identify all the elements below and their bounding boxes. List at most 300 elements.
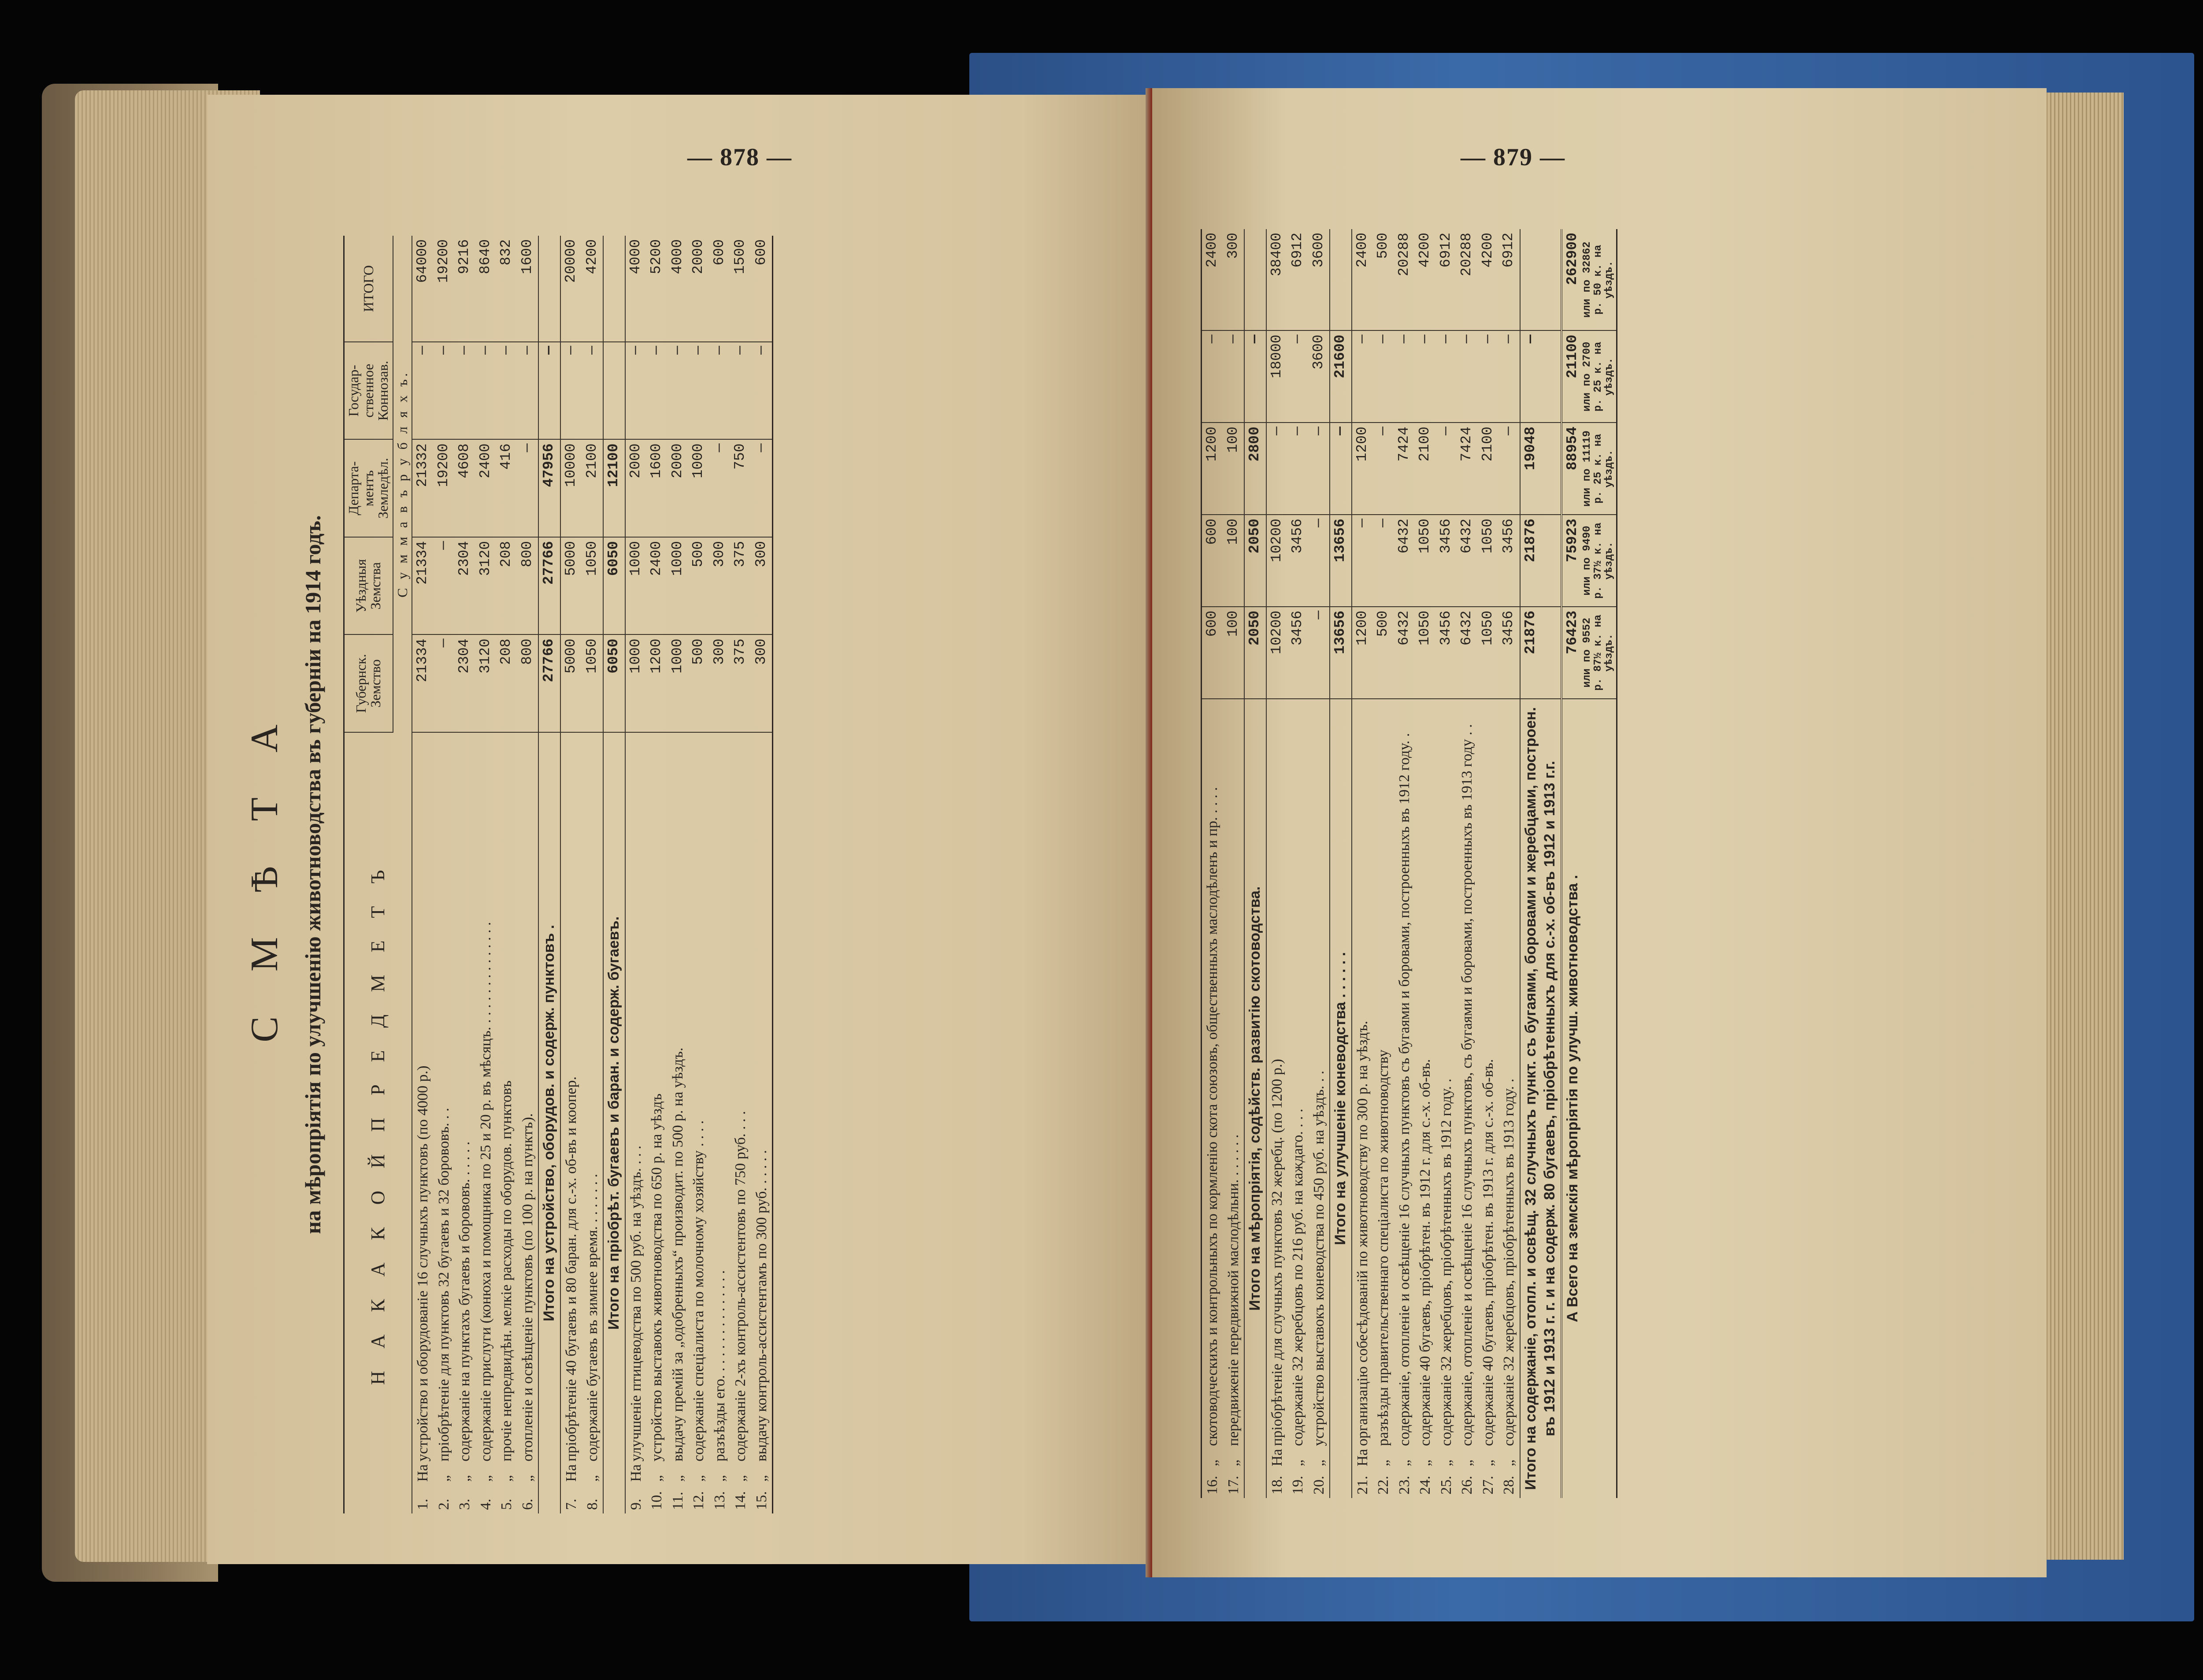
row-number: 15. <box>753 1491 770 1510</box>
cell-konn: — <box>454 342 475 439</box>
grand-total-dept <box>1561 423 1616 515</box>
row-text: пріобрѣтеніе для пунктовъ 32 бугаевъ и 32 борововъ. . . <box>435 1108 452 1461</box>
row-prefix: „ <box>1480 1459 1496 1466</box>
cell-dept: — <box>751 439 772 537</box>
row-text: выдачу премій за „одобренныхъ“ производит. по 500 р. на уѣздъ. <box>669 1047 686 1461</box>
cell-gub: 6050 <box>603 634 625 732</box>
cell-uezd: 2400 <box>646 537 668 634</box>
cell-konn: — <box>434 342 455 439</box>
per-uezd-note: или по 9490 р. 37½ к. на уѣздъ. <box>1581 523 1616 599</box>
row-description <box>1266 699 1288 1498</box>
row-text: организацію собесѣдованій по животноводству по 300 р. на уѣздъ. <box>1354 1020 1371 1446</box>
row-description <box>517 732 539 1513</box>
cell-gub: 3456 <box>1498 607 1520 699</box>
row-number: 27. <box>1480 1476 1496 1495</box>
row-description <box>1223 699 1245 1498</box>
table-row <box>1309 229 1330 1498</box>
cell-gub: 500 <box>1373 607 1394 699</box>
cell-konn: — <box>625 342 647 439</box>
row-text: разъѣзды его. . . . . . . . . . . . . . . <box>711 1270 728 1461</box>
cell-gub: 375 <box>730 634 751 732</box>
cell-itogo: 20000 <box>560 236 582 342</box>
row-number: 2. <box>435 1498 452 1510</box>
table-row <box>1352 229 1373 1498</box>
cell-konn: — <box>1457 330 1478 423</box>
table-row <box>412 236 434 1513</box>
table-row <box>646 236 668 1513</box>
row-prefix: „ <box>435 1475 452 1482</box>
row-text: Итого на мѣропріятія, содѣйств. развитію скотоводства. <box>1246 886 1264 1311</box>
cell-itogo: 38400 <box>1266 229 1288 330</box>
table-row <box>496 236 517 1513</box>
grand-total-value: 75923 <box>1564 519 1580 563</box>
row-prefix: „ <box>584 1475 601 1482</box>
row-description <box>646 732 668 1513</box>
row-text: устройство и оборудованіе 16 случныхъ пунктовъ (по 4000 р.) <box>415 1065 431 1461</box>
row-number: 28. <box>1501 1476 1517 1495</box>
cell-gub: 600 <box>1202 607 1223 699</box>
cell-konn: — <box>1394 330 1415 423</box>
subtotal-row <box>1520 229 1561 1498</box>
cell-gub: 21876 <box>1520 607 1561 699</box>
cell-konn: — <box>1415 330 1436 423</box>
subtotal-row <box>1330 229 1352 1498</box>
column-header-uezd: Уѣздныя Земства <box>345 537 393 634</box>
per-uezd-note: или по 32862 р. 50 к. на уѣздъ. <box>1581 241 1616 318</box>
cell-itogo: 20288 <box>1457 229 1478 330</box>
cell-konn: — <box>560 342 582 439</box>
cell-itogo: 1500 <box>730 236 751 342</box>
cell-konn: — <box>730 342 751 439</box>
cell-uezd: 3456 <box>1436 515 1457 607</box>
table-row <box>1202 229 1223 1498</box>
cell-dept: 12100 <box>603 439 625 537</box>
cell-dept: — <box>1436 423 1457 515</box>
cell-gub: 3456 <box>1287 607 1309 699</box>
cell-uezd: 1000 <box>625 537 647 634</box>
row-text: передвиженіе передвижной маслодѣльни. . . . . . . <box>1225 1134 1242 1446</box>
cell-konn: — <box>538 342 560 439</box>
cell-gub: 3456 <box>1436 607 1457 699</box>
row-text: Итого на улучшеніе коневодства . . . . . . <box>1332 952 1349 1245</box>
table-row <box>1223 229 1245 1498</box>
page-number: — 879 — <box>1461 144 1565 171</box>
cell-gub: 1000 <box>625 634 647 732</box>
page-stack-right <box>2036 93 2124 1560</box>
row-number: 16. <box>1204 1476 1220 1495</box>
cell-dept: — <box>1287 423 1309 515</box>
cell-uezd: 2304 <box>454 537 475 634</box>
row-prefix: На <box>627 1464 644 1482</box>
grand-total-gub <box>1561 607 1616 699</box>
row-number: 17. <box>1225 1476 1242 1495</box>
left-page-rotated-content <box>225 236 1141 1513</box>
row-text: содержаніе 40 бугаевъ, пріобрѣтен. въ 1913 г. для с.-х. об-въ. <box>1480 1059 1496 1446</box>
row-description <box>454 732 475 1513</box>
cell-uezd: — <box>1352 515 1373 607</box>
row-description <box>603 732 625 1513</box>
subtotal-row <box>538 236 560 1513</box>
row-number: 1. <box>415 1498 431 1510</box>
row-text: содержаніе 32 жеребцовъ по 216 руб. на каждаго. . . . <box>1290 1109 1306 1446</box>
cell-itogo <box>1330 229 1352 330</box>
cell-uezd: 375 <box>730 537 751 634</box>
cell-dept: 2000 <box>668 439 689 537</box>
cell-gub: — <box>434 634 455 732</box>
row-text: содержаніе спеціалиста по молочному хозяйству . . . . <box>690 1120 707 1461</box>
per-uezd-note: или по 2700 р. 25 к. на уѣздъ. <box>1581 341 1616 412</box>
row-description <box>1498 699 1520 1498</box>
cell-gub: 1200 <box>646 634 668 732</box>
row-text: содержаніе 32 жеребцовъ, пріобрѣтенныхъ въ 1913 году. . <box>1501 1079 1517 1446</box>
cell-konn: 3600 <box>1309 330 1330 423</box>
cell-uezd: 1050 <box>582 537 604 634</box>
cell-konn: — <box>668 342 689 439</box>
cell-gub: 6432 <box>1394 607 1415 699</box>
grand-total-itogo <box>1561 229 1616 330</box>
row-description <box>582 732 604 1513</box>
cell-gub: 5000 <box>560 634 582 732</box>
cell-uezd: 6050 <box>603 537 625 634</box>
cell-gub: 3120 <box>475 634 497 732</box>
table-row <box>582 236 604 1513</box>
cell-gub: 800 <box>517 634 539 732</box>
column-header-konn: Государ- ственное Коннозав. <box>345 342 393 439</box>
cell-dept: 1200 <box>1352 423 1373 515</box>
cell-dept: — <box>1498 423 1520 515</box>
cell-uezd: 100 <box>1223 515 1245 607</box>
cell-konn: 18000 <box>1266 330 1288 423</box>
cell-gub: 208 <box>496 634 517 732</box>
cell-itogo: 4200 <box>1415 229 1436 330</box>
cell-uezd: 3456 <box>1287 515 1309 607</box>
row-number: 11. <box>669 1491 686 1510</box>
row-text: разъѣзды правительственнаго спеціалиста по животноводству <box>1375 1050 1392 1446</box>
row-text: выдачу контроль-ассистентамъ по 300 руб. . . . . . <box>753 1150 770 1461</box>
row-text: содержаніе прислуги (конюха и помощника по 25 и 20 р. въ мѣсяцъ. . . . . . . . . . . . . . . <box>477 922 494 1461</box>
cell-uezd: 5000 <box>560 537 582 634</box>
cell-itogo <box>603 236 625 342</box>
table-row <box>1436 229 1457 1498</box>
cell-uezd: 800 <box>517 537 539 634</box>
cell-dept: — <box>1330 423 1352 515</box>
cell-dept: — <box>1266 423 1288 515</box>
cell-uezd: 208 <box>496 537 517 634</box>
row-prefix: „ <box>1204 1459 1220 1466</box>
row-number: 21. <box>1354 1476 1371 1495</box>
cell-dept: 21332 <box>412 439 434 537</box>
cell-gub: 1050 <box>582 634 604 732</box>
grand-total-value: 262900 <box>1564 233 1580 285</box>
row-text: содержаніе 32 жеребцовъ, пріобрѣтенныхъ въ 1912 году. . <box>1438 1079 1454 1446</box>
cell-dept: 1000 <box>688 439 709 537</box>
cell-itogo: 2400 <box>1352 229 1373 330</box>
cell-itogo: 4000 <box>668 236 689 342</box>
table-row <box>560 236 582 1513</box>
row-number: 26. <box>1459 1476 1476 1495</box>
row-text: содержаніе бугаевъ въ зимнее время. . . . . . . . <box>584 1174 601 1461</box>
cell-konn: — <box>1202 330 1223 423</box>
cell-dept: 19200 <box>434 439 455 537</box>
row-number: 24. <box>1417 1476 1434 1495</box>
row-number: 7. <box>563 1498 579 1510</box>
budget-table-left <box>345 236 772 1513</box>
row-number: 10. <box>649 1491 665 1510</box>
cell-dept: 2000 <box>625 439 647 537</box>
column-header-itogo: ИТОГО <box>345 236 393 342</box>
cell-uezd: 27766 <box>538 537 560 634</box>
cell-itogo: 500 <box>1373 229 1394 330</box>
row-number: 14. <box>732 1491 749 1510</box>
row-description <box>475 732 497 1513</box>
row-description <box>1457 699 1478 1498</box>
grand-total-value: 88954 <box>1564 426 1580 471</box>
row-prefix: „ <box>1438 1459 1454 1466</box>
cell-gub: 13656 <box>1330 607 1352 699</box>
table-row <box>751 236 772 1513</box>
table-row <box>434 236 455 1513</box>
table-row <box>1457 229 1478 1498</box>
row-prefix: На <box>563 1464 579 1482</box>
row-text: Итого на содержаніе, отопл. и освѣщ. 32 случныхъ пункт. съ бугаями, боровами и жеребцами, построен. въ 1912 и 1913 г. г. и на содерж. 80 бугаевъ, пріобрѣтенныхъ для с.-х. об-въ 1912 и 1913 г.г. <box>1522 707 1558 1490</box>
row-number: 23. <box>1396 1476 1413 1495</box>
page-number: — 878 — <box>687 144 792 171</box>
cell-itogo <box>1520 229 1561 330</box>
table-row <box>1498 229 1520 1498</box>
cell-itogo: 2400 <box>1202 229 1223 330</box>
cell-dept: 2100 <box>1478 423 1499 515</box>
row-description <box>434 732 455 1513</box>
row-prefix: „ <box>1459 1459 1476 1466</box>
budget-table-right <box>1202 229 1616 1498</box>
cell-uezd: — <box>434 537 455 634</box>
row-prefix: „ <box>1375 1459 1392 1466</box>
table-row <box>668 236 689 1513</box>
cell-konn: — <box>646 342 668 439</box>
table-row <box>730 236 751 1513</box>
cell-dept: 19048 <box>1520 423 1561 515</box>
right-page-rotated-content <box>1174 229 2020 1498</box>
cell-konn: — <box>582 342 604 439</box>
cell-gub: 300 <box>751 634 772 732</box>
grand-total-label: А Всего на земскія мѣропріятія по улучш. животноводства . <box>1561 699 1616 1498</box>
table-row <box>1287 229 1309 1498</box>
cell-itogo <box>1244 229 1266 330</box>
document-subtitle: на мѣропріятія по улучшенію животноводства въ губерніи на 1914 годъ. <box>300 515 325 1234</box>
cell-konn: — <box>412 342 434 439</box>
column-header-dept: Департа- ментъ Земледѣл. <box>345 439 393 537</box>
cell-gub: 500 <box>688 634 709 732</box>
table-row <box>709 236 731 1513</box>
row-prefix: „ <box>711 1475 728 1482</box>
row-text: прочіе непредвидѣн. мелкіе расходы по оборудов. пунктовъ <box>498 1080 515 1461</box>
cell-uezd: 10200 <box>1266 515 1288 607</box>
cell-konn: — <box>688 342 709 439</box>
row-prefix: „ <box>690 1475 707 1482</box>
row-prefix: „ <box>1290 1459 1306 1466</box>
cell-itogo: 64000 <box>412 236 434 342</box>
cell-uezd: 3456 <box>1498 515 1520 607</box>
row-description <box>1436 699 1457 1498</box>
cell-konn: — <box>1498 330 1520 423</box>
cell-gub: 1000 <box>668 634 689 732</box>
left-table-body <box>412 236 772 1513</box>
cell-uezd: 3120 <box>475 537 497 634</box>
subtotal-row <box>603 236 625 1513</box>
cell-uezd: 13656 <box>1330 515 1352 607</box>
row-number: 3. <box>456 1498 473 1510</box>
cell-konn: — <box>1373 330 1394 423</box>
row-description <box>751 732 772 1513</box>
cell-konn: — <box>1223 330 1245 423</box>
row-number: 20. <box>1310 1476 1327 1495</box>
cell-dept: — <box>1309 423 1330 515</box>
row-description <box>625 732 647 1513</box>
row-description <box>496 732 517 1513</box>
cell-itogo: 4200 <box>1478 229 1499 330</box>
row-description <box>1202 699 1223 1498</box>
cell-gub: 2304 <box>454 634 475 732</box>
row-description <box>1415 699 1436 1498</box>
cell-dept: 1200 <box>1202 423 1223 515</box>
row-prefix: „ <box>1396 1459 1413 1466</box>
row-number: 5. <box>498 1498 515 1510</box>
per-uezd-note: или по 11119 р. 25 к. на уѣздъ. <box>1581 430 1616 507</box>
cell-itogo: 1600 <box>517 236 539 342</box>
cell-dept: 2800 <box>1244 423 1266 515</box>
cell-gub: — <box>1309 607 1330 699</box>
cell-uezd: 300 <box>751 537 772 634</box>
row-number: 13. <box>711 1491 728 1510</box>
row-description <box>1287 699 1309 1498</box>
row-text: устройство выставокъ животноводства по 650 р. на уѣздъ <box>649 1093 665 1461</box>
cell-itogo: 6912 <box>1436 229 1457 330</box>
table-row <box>1394 229 1415 1498</box>
cell-itogo: 9216 <box>454 236 475 342</box>
cell-gub: 1050 <box>1415 607 1436 699</box>
cell-dept: 2100 <box>582 439 604 537</box>
row-prefix: „ <box>1225 1459 1242 1466</box>
cell-itogo: 2000 <box>688 236 709 342</box>
grand-total-row <box>1561 229 1616 1498</box>
cell-uezd: 300 <box>709 537 731 634</box>
column-header-gub: Губернск. Земство <box>345 634 393 732</box>
cell-konn: — <box>751 342 772 439</box>
grand-total-value: 21100 <box>1564 334 1580 378</box>
cell-gub: 100 <box>1223 607 1245 699</box>
cell-dept: 750 <box>730 439 751 537</box>
cell-dept: 10000 <box>560 439 582 537</box>
cell-konn: — <box>517 342 539 439</box>
row-text: отопленіе и освѣщеніе пунктовъ (по 100 р. на пунктъ). <box>519 1113 536 1461</box>
cell-konn: — <box>709 342 731 439</box>
row-prefix: „ <box>1310 1459 1327 1466</box>
cell-dept: — <box>709 439 731 537</box>
grand-total-value: 76423 <box>1564 610 1580 654</box>
row-description <box>538 732 560 1513</box>
row-description <box>1244 699 1266 1498</box>
cell-konn: — <box>1436 330 1457 423</box>
table-row <box>454 236 475 1513</box>
cell-gub: 1050 <box>1478 607 1499 699</box>
grand-total-uezd <box>1561 515 1616 607</box>
cell-gub: 10200 <box>1266 607 1288 699</box>
cell-uezd: 1050 <box>1478 515 1499 607</box>
cell-konn <box>603 342 625 439</box>
row-description <box>412 732 434 1513</box>
cell-itogo: 300 <box>1223 229 1245 330</box>
row-text: устройство выставокъ коневодства по 450 руб. на уѣздъ. . . <box>1310 1070 1327 1446</box>
cell-dept: — <box>517 439 539 537</box>
row-prefix: „ <box>498 1475 515 1482</box>
row-number: 19. <box>1290 1476 1306 1495</box>
cell-itogo: 20288 <box>1394 229 1415 330</box>
row-prefix: На <box>1354 1449 1371 1466</box>
row-description <box>709 732 731 1513</box>
cell-konn: — <box>1244 330 1266 423</box>
document-title: С М Ѣ Т А <box>243 707 286 1042</box>
row-number: 18. <box>1268 1476 1285 1495</box>
cell-konn: 21600 <box>1330 330 1352 423</box>
cell-konn: — <box>1520 330 1561 423</box>
row-prefix: На <box>415 1464 431 1482</box>
per-uezd-note: или по 9552 р. 87½ к. на уѣздъ. <box>1581 614 1616 691</box>
cell-dept: 2100 <box>1415 423 1436 515</box>
table-row <box>1478 229 1499 1498</box>
row-number: 6. <box>519 1498 536 1510</box>
row-prefix: На <box>1268 1449 1285 1466</box>
row-text: Итого на устройство, оборудов. и содерж. пунктовъ . <box>541 924 558 1321</box>
row-prefix: „ <box>456 1475 473 1482</box>
cell-itogo: 3600 <box>1309 229 1330 330</box>
cell-itogo: 832 <box>496 236 517 342</box>
row-prefix: „ <box>477 1475 494 1482</box>
row-prefix: „ <box>1501 1459 1517 1466</box>
row-description <box>560 732 582 1513</box>
cell-itogo: 8640 <box>475 236 497 342</box>
cell-konn: — <box>1287 330 1309 423</box>
cell-itogo: 600 <box>751 236 772 342</box>
cell-uezd: 6432 <box>1457 515 1478 607</box>
cell-itogo: 19200 <box>434 236 455 342</box>
cell-dept: 416 <box>496 439 517 537</box>
row-description <box>1394 699 1415 1498</box>
row-number: 22. <box>1375 1476 1392 1495</box>
cell-gub: 21334 <box>412 634 434 732</box>
row-prefix: „ <box>669 1475 686 1482</box>
row-description <box>1309 699 1330 1498</box>
cell-uezd: 1000 <box>668 537 689 634</box>
row-number: 4. <box>477 1498 494 1510</box>
row-number: 8. <box>584 1498 601 1510</box>
row-prefix: „ <box>649 1475 665 1482</box>
cell-itogo: 6912 <box>1287 229 1309 330</box>
row-description <box>1478 699 1499 1498</box>
row-text: Итого на пріобрѣт. бугаевъ и баран. и содерж. бугаевъ. <box>605 916 623 1330</box>
cell-konn: — <box>1478 330 1499 423</box>
budget-table-frame <box>343 236 773 1513</box>
row-prefix: „ <box>519 1475 536 1482</box>
row-text: содержаніе, отопленіе и освѣщеніе 16 случныхъ пунктовъ съ бугаями и боровами, построенныхъ въ 1912 году. . <box>1396 733 1413 1446</box>
row-number: 12. <box>690 1491 707 1510</box>
cell-gub: 300 <box>709 634 731 732</box>
cell-itogo: 4000 <box>625 236 647 342</box>
row-number: 9. <box>627 1498 644 1510</box>
row-number: 25. <box>1438 1476 1454 1495</box>
cell-dept: 1600 <box>646 439 668 537</box>
row-prefix: „ <box>732 1475 749 1482</box>
row-description <box>1520 699 1561 1498</box>
